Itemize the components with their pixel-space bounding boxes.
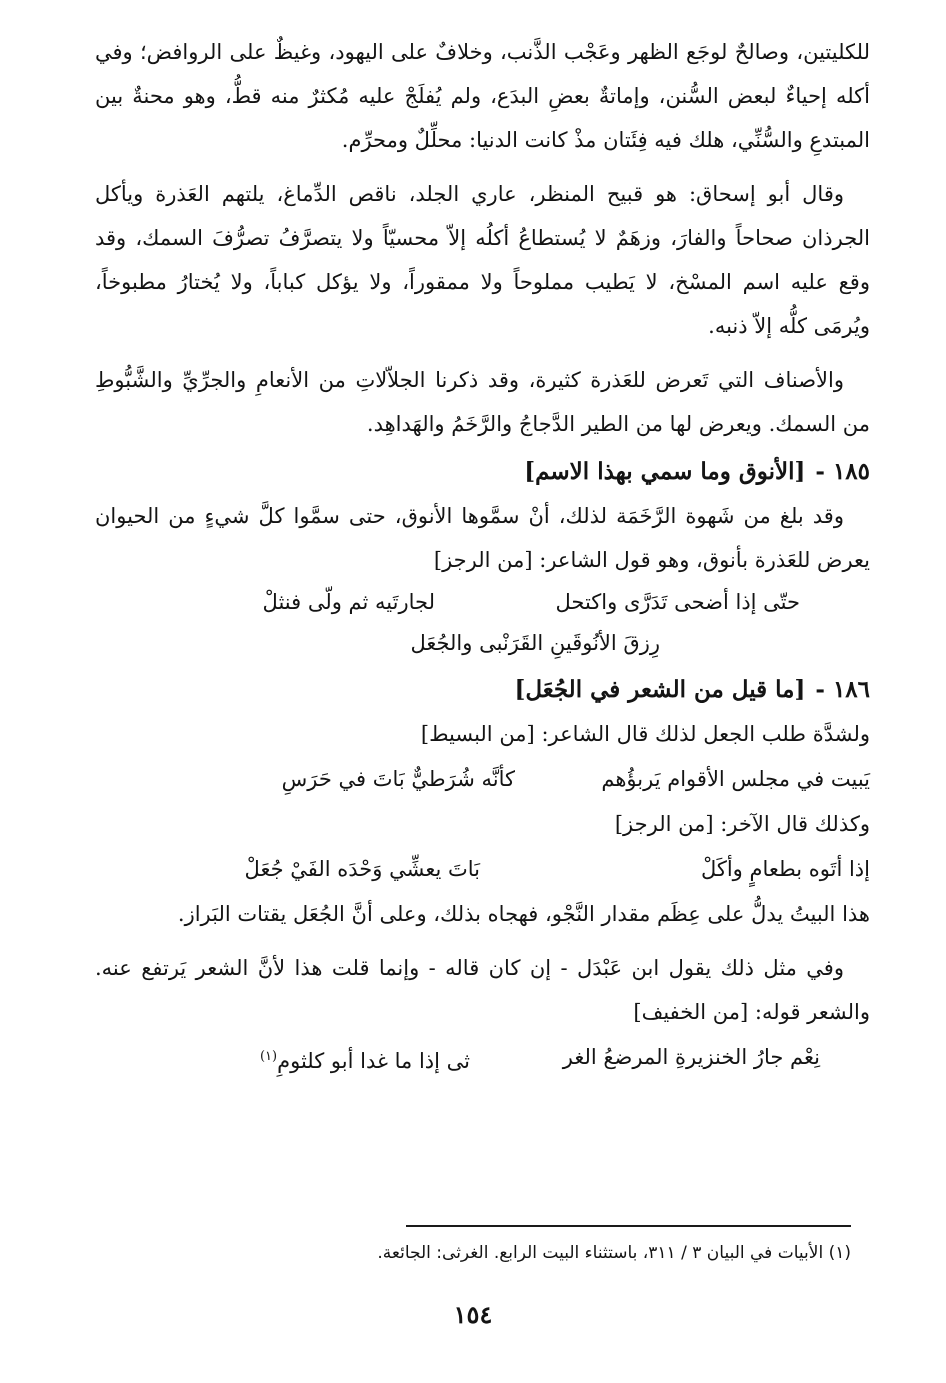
section-185-number: ١٨٥ - <box>815 458 870 485</box>
paragraph-1: للكليتين، وصالحٌ لوجَع الظهر وعَجْب الذَّنب، وخلافٌ على اليهود، وغيظٌ على الروافض؛ وفي أكله إحياءٌ لبعض السُّنن، وإماتةٌ بعضِ البدَع، ولم يُفلَجْ عليه مُكثرٌ منه قطُّ، وهو محنةٌ بين المبتدعِ والسُّنِّي، هلك فيه فِئَتان مذْ كانت الدنيا: محلِّلٌ ومحرِّم. <box>95 40 870 152</box>
verse-186-1 <box>95 756 870 802</box>
verse-hemistich-first: حتّى إذا أضحى تَدَرَّى واكتحل <box>555 590 800 614</box>
section-186-text <box>95 892 870 936</box>
verse-hemistich-second <box>260 1034 470 1084</box>
paragraph-3-text: والأصناف التي تَعرض للعَذرة كثيرة، وقد ذكرنا الجلاّلاتِ من الأنعامِ والجرِّيِّ والشَّبُّوطِ من السمك. ويعرض لها من الطير الدَّجاجُ والرَّخَمُ والهَداهِد. <box>95 368 870 436</box>
section-185-text-body: وقد بلغ من شَهوة الرَّخَمَة لذلك، أنْ سمَّوها الأنوق، حتى سمَّوا كلَّ شيءٍ من الحيوان يعرض للعَذرة بأنوق، وهو قول الشاعر: <box>95 504 870 572</box>
section-186-text-body: هذا البيتُ يدلُّ على عِظَم مقدار النَّجْو، فهجاه بذلك، وعلى أنَّ الجُعَل يقتات البَراز. <box>177 902 870 926</box>
paragraph-3 <box>95 358 870 446</box>
meter-label: [من البسيط] <box>420 722 535 746</box>
section-185-heading <box>95 450 870 494</box>
section-186-text-2-body: وفي مثل ذلك يقول ابن عَبْدَل - إن كان قاله - وإنما قلت هذا لأنَّ الشعر يَرتفع عنه. والشعر قوله: <box>95 956 870 1024</box>
section-186-intro-2 <box>95 802 870 846</box>
page-number: ١٥٤ <box>453 1300 493 1329</box>
paragraph-2-text: وقال أبو إسحاق: هو قبيح المنظر، عاري الجلد، ناقص الدِّماغ، يلتهم العَذرة ويأكل الجرذان صحاحاً والفارَ، وزهَمٌ لا يُستطاعُ أكلُه إلاّ محسيّاً ولا يتصرَّفُ تصرُّفَ السمك، وقد وقع عليه اسم المسْخ، لا يَطيب مملوحاً ولا ممقوراً، ولا يؤكل كباباً، ولا يُختارُ مطبوخاً، ويُرمَى كلُّه إلاّ ذنبه. <box>95 182 870 338</box>
verse-hemistich-second-text: ثى إذا ما غدا أبو كلثومِ <box>277 1049 470 1073</box>
verse-186-2 <box>95 846 870 892</box>
section-186-intro <box>95 712 870 756</box>
meter-label: [من الخفيف] <box>633 1000 749 1024</box>
verse-186-3 <box>95 1034 870 1080</box>
section-185-title: [الأنوق وما سمي بهذا الاسم] <box>524 458 806 485</box>
footnote-marker: (١) <box>259 1049 278 1064</box>
verse-hemistich-second: لجارتَيه ثم ولّى فنثلْ <box>262 590 435 614</box>
paragraph-2 <box>95 172 870 348</box>
section-186-text-2 <box>95 946 870 1034</box>
section-185-text <box>95 494 870 582</box>
verse-185-line-1 <box>95 582 870 622</box>
page-body <box>95 30 870 1080</box>
footnote: (١) الأبيات في البيان ٣ / ٣١١، باستثناء البيت الرابع. الغرثى: الجائعة. <box>377 1243 851 1263</box>
verse-hemistich-first: إذا أتَوه بطعامٍ وأكَلْ <box>700 857 870 881</box>
section-186-heading <box>95 668 870 712</box>
verse-185-line-2: رِزقَ الأنُوقَينِ القَرَنْبى والجُعَل <box>410 631 660 655</box>
section-186-intro-2-text: وكذلك قال الآخر: <box>720 812 870 836</box>
section-186-number: ١٨٦ - <box>815 676 870 703</box>
section-186-title: [ما قيل من الشعر في الجُعَل] <box>514 676 806 703</box>
verse-hemistich-second: كأنَّه شُرَطيٌّ بَاتَ في حَرَسِ <box>281 767 515 791</box>
footnote-divider <box>406 1225 851 1227</box>
meter-label: [من الرجز] <box>614 812 714 836</box>
verse-hemistich-second: بَاتَ يعشِّي وَحْدَه الفَيْ جُعَلْ <box>244 857 480 881</box>
verse-hemistich-first: نِعْم جارُ الخنزيرةِ المرضعُ الغر <box>562 1045 820 1069</box>
verse-hemistich-first: يَبيت في مجلس الأقوام يَربؤُهم <box>601 767 870 791</box>
meter-label: [من الرجز] <box>433 548 533 572</box>
section-186-intro-text: ولشدَّة طلب الجعل لذلك قال الشاعر: <box>541 722 870 746</box>
